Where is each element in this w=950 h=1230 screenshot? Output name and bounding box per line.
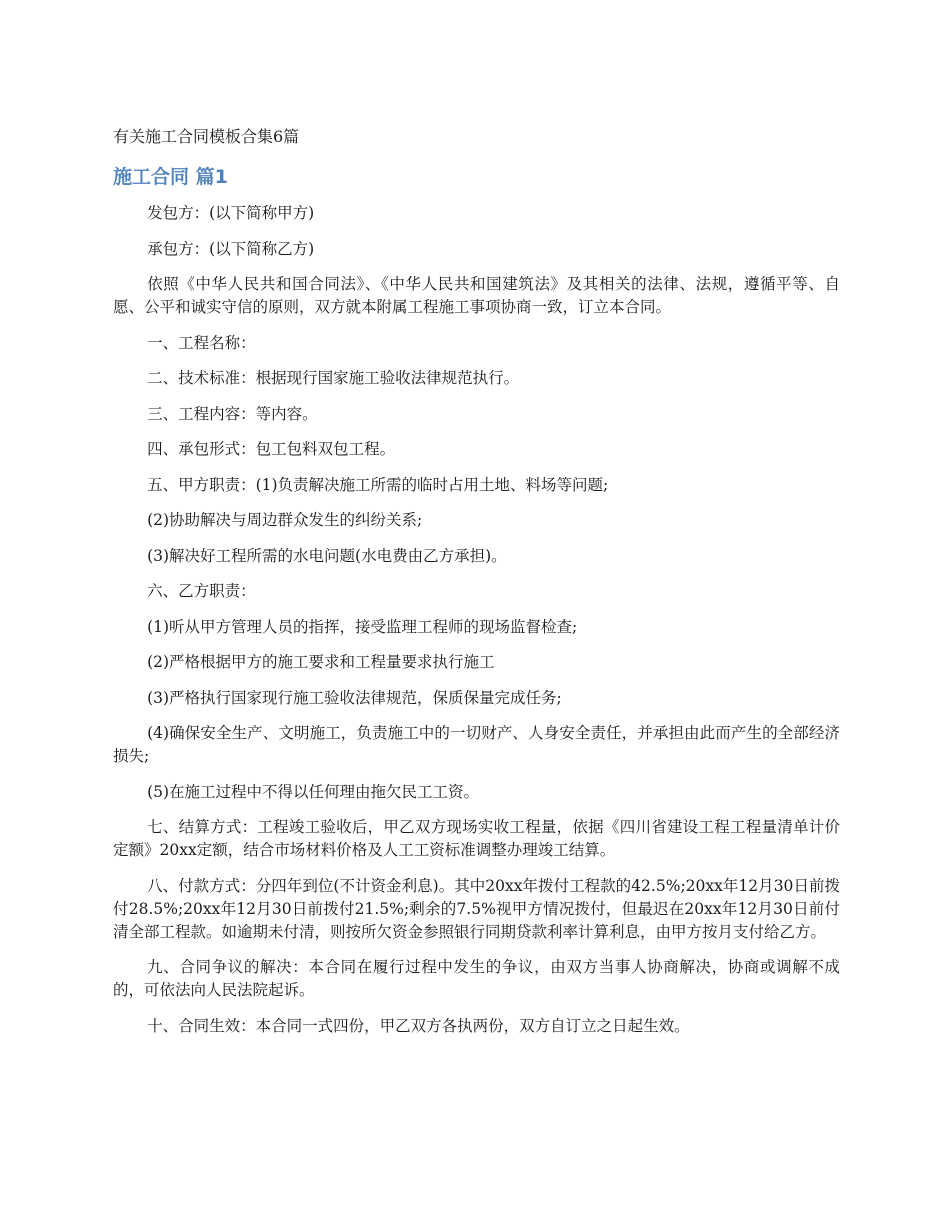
paragraph-party-a-duty-1: 五、甲方职责：(1)负责解决施工所需的临时占用土地、料场等问题;: [147, 475, 609, 494]
paragraph-party-b-duty-3: (3)严格执行国家现行施工验收法律规范，保质保量完成任务;: [147, 688, 562, 707]
paragraph-employer: 发包方：(以下简称甲方): [147, 204, 315, 222]
paragraph-settlement: 七、结算方式：工程竣工验收后，甲乙双方现场实收工程量，依据《四川省建设工程工程量清单计价定额》20xx定额，结合市场材料价格及人工工资标准调整办理竣工结算。: [113, 818, 840, 859]
paragraph-party-b-duty-5: (5)在施工过程中不得以任何理由拖欠民工工资。: [147, 782, 480, 801]
paragraph-party-b-duties: 六、乙方职责：: [147, 582, 256, 600]
paragraph-technical-standard: 二、技术标准：根据现行国家施工验收法律规范执行。: [147, 369, 520, 387]
document-title: 有关施工合同模板合集6篇: [113, 127, 300, 146]
paragraph-preamble: 依照《中华人民共和国合同法》、《中华人民共和国建筑法》及其相关的法律、法规，遵循平等、自愿、公平和诚实守信的原则，双方就本附属工程施工事项协商一致，订立本合同。: [113, 275, 840, 316]
paragraph-project-content: 三、工程内容：等内容。: [147, 404, 318, 423]
paragraph-party-b-duty-1: (1)听从甲方管理人员的指挥，接受监理工程师的现场监督检查;: [147, 617, 578, 636]
paragraph-party-a-duty-3: (3)解决好工程所需的水电问题(水电费由乙方承担)。: [147, 546, 507, 565]
section-heading: 施工合同 篇1: [113, 166, 228, 188]
paragraph-party-a-duty-2: (2)协助解决与周边群众发生的纠纷关系;: [147, 511, 423, 529]
paragraph-contract-form: 四、承包形式：包工包料双包工程。: [147, 440, 396, 458]
paragraph-party-b-duty-4: (4)确保安全生产、文明施工，负责施工中的一切财产、人身安全责任，并承担由此而产生的全部经济损失;: [113, 724, 840, 765]
document-body: [113, 202, 840, 1050]
paragraph-party-b-duty-2: (2)严格根据甲方的施工要求和工程量要求执行施工: [147, 653, 495, 671]
paragraph-dispute: 九、合同争议的解决：本合同在履行过程中发生的争议，由双方当事人协商解决，协商或调解不成的，可依法向人民法院起诉。: [113, 958, 840, 999]
paragraph-effective: 十、合同生效：本合同一式四份，甲乙双方各执两份，双方自订立之日起生效。: [147, 1016, 690, 1035]
paragraph-project-name: 一、工程名称：: [147, 333, 256, 352]
paragraph-contractor: 承包方：(以下简称乙方): [147, 239, 315, 258]
paragraph-payment: 八、付款方式：分四年到位(不计资金利息)。其中20xx年拨付工程款的42.5%;20xx年12月30日前拨付28.5%;20xx年12月30日前拨付21.5%;剩余的7.5%视甲方情况拨付，但最迟在20xx年12月30日前付清全部工程款。如逾期未付清，则按所欠资金参照银行同期贷款利率计算利息，由甲方按月支付给乙方。: [113, 876, 840, 941]
